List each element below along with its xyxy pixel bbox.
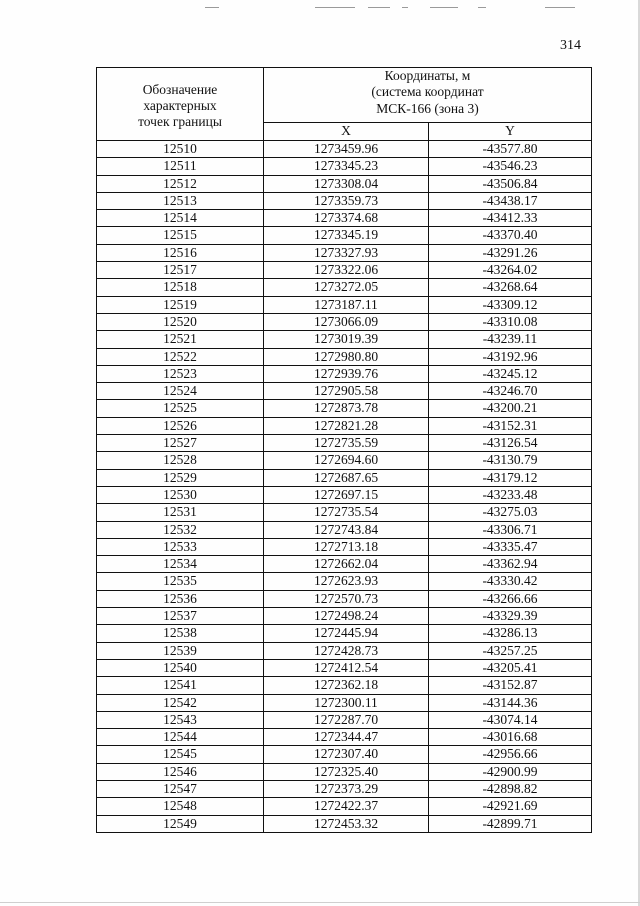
x-coordinate-cell: 1273359.73 bbox=[264, 192, 429, 209]
point-id-cell: 12548 bbox=[97, 798, 264, 815]
table-row bbox=[97, 556, 592, 573]
table-row bbox=[97, 815, 592, 832]
x-coordinate-cell: 1273327.93 bbox=[264, 244, 429, 261]
coords-header-line: МСК-166 (зона 3) bbox=[376, 100, 479, 116]
point-id-cell: 12533 bbox=[97, 538, 264, 555]
x-coordinate-cell: 1272662.04 bbox=[264, 556, 429, 573]
x-coordinate-cell: 1272412.54 bbox=[264, 659, 429, 676]
x-coordinate-cell: 1273345.23 bbox=[264, 158, 429, 175]
point-id-cell: 12521 bbox=[97, 331, 264, 348]
table-row bbox=[97, 469, 592, 486]
x-coordinate-cell: 1273272.05 bbox=[264, 279, 429, 296]
x-coordinate-cell: 1272735.59 bbox=[264, 435, 429, 452]
y-coordinate-cell: -43309.12 bbox=[429, 296, 592, 313]
point-header-line: Обозначение bbox=[142, 81, 218, 97]
table-body bbox=[97, 141, 592, 833]
scan-artifact bbox=[368, 7, 390, 8]
y-coordinate-cell: -42921.69 bbox=[429, 798, 592, 815]
x-coordinate-cell: 1272873.78 bbox=[264, 400, 429, 417]
point-id-cell: 12531 bbox=[97, 504, 264, 521]
x-coordinate-cell: 1272362.18 bbox=[264, 677, 429, 694]
y-coordinate-cell: -43330.42 bbox=[429, 573, 592, 590]
point-id-cell: 12534 bbox=[97, 556, 264, 573]
point-id-cell: 12523 bbox=[97, 365, 264, 382]
x-coordinate-cell: 1272422.37 bbox=[264, 798, 429, 815]
point-id-cell: 12535 bbox=[97, 573, 264, 590]
point-id-cell: 12540 bbox=[97, 659, 264, 676]
scan-artifact bbox=[478, 7, 486, 8]
scan-artifact bbox=[315, 7, 355, 8]
y-coordinate-cell: -43246.70 bbox=[429, 383, 592, 400]
y-coordinate-cell: -43144.36 bbox=[429, 694, 592, 711]
y-coordinate-cell: -43286.13 bbox=[429, 625, 592, 642]
table-row bbox=[97, 625, 592, 642]
y-coordinate-cell: -43179.12 bbox=[429, 469, 592, 486]
table-row bbox=[97, 331, 592, 348]
point-id-cell: 12539 bbox=[97, 642, 264, 659]
y-coordinate-cell: -43310.08 bbox=[429, 313, 592, 330]
table-row bbox=[97, 504, 592, 521]
table-row bbox=[97, 642, 592, 659]
point-header-line: характерных bbox=[143, 97, 217, 113]
x-coordinate-cell: 1273459.96 bbox=[264, 141, 429, 158]
table-row bbox=[97, 348, 592, 365]
table-row bbox=[97, 192, 592, 209]
y-coordinate-cell: -43370.40 bbox=[429, 227, 592, 244]
x-coordinate-cell: 1272287.70 bbox=[264, 711, 429, 728]
point-id-cell: 12511 bbox=[97, 158, 264, 175]
page-number: 314 bbox=[560, 38, 581, 53]
point-id-cell: 12528 bbox=[97, 452, 264, 469]
table-row bbox=[97, 262, 592, 279]
page-edge bbox=[0, 902, 640, 903]
scan-artifact bbox=[402, 7, 408, 8]
scan-artifact bbox=[205, 7, 219, 8]
point-id-cell: 12518 bbox=[97, 279, 264, 296]
point-id-cell: 12530 bbox=[97, 486, 264, 503]
y-coordinate-cell: -42898.82 bbox=[429, 780, 592, 797]
point-id-cell: 12541 bbox=[97, 677, 264, 694]
point-id-cell: 12522 bbox=[97, 348, 264, 365]
x-coordinate-cell: 1272697.15 bbox=[264, 486, 429, 503]
x-coordinate-cell: 1273066.09 bbox=[264, 313, 429, 330]
table-row bbox=[97, 141, 592, 158]
point-id-cell: 12529 bbox=[97, 469, 264, 486]
x-coordinate-cell: 1272905.58 bbox=[264, 383, 429, 400]
y-coordinate-cell: -43268.64 bbox=[429, 279, 592, 296]
y-coordinate-cell: -43233.48 bbox=[429, 486, 592, 503]
point-id-cell: 12512 bbox=[97, 175, 264, 192]
coords-header-line: Координаты, м bbox=[384, 68, 471, 83]
y-coordinate-cell: -43192.96 bbox=[429, 348, 592, 365]
point-id-cell: 12515 bbox=[97, 227, 264, 244]
table-row bbox=[97, 210, 592, 227]
y-column-header: Y bbox=[429, 123, 592, 141]
point-id-cell: 12536 bbox=[97, 590, 264, 607]
point-id-cell: 12517 bbox=[97, 262, 264, 279]
y-coordinate-cell: -43245.12 bbox=[429, 365, 592, 382]
point-id-cell: 12547 bbox=[97, 780, 264, 797]
x-coordinate-cell: 1273322.06 bbox=[264, 262, 429, 279]
table-row bbox=[97, 608, 592, 625]
y-coordinate-cell: -43506.84 bbox=[429, 175, 592, 192]
x-coordinate-cell: 1272307.40 bbox=[264, 746, 429, 763]
table-row bbox=[97, 313, 592, 330]
point-id-cell: 12546 bbox=[97, 763, 264, 780]
table-row bbox=[97, 435, 592, 452]
point-id-cell: 12526 bbox=[97, 417, 264, 434]
point-id-cell: 12537 bbox=[97, 608, 264, 625]
point-id-cell: 12520 bbox=[97, 313, 264, 330]
y-coordinate-cell: -42956.66 bbox=[429, 746, 592, 763]
point-id-cell: 12510 bbox=[97, 141, 264, 158]
point-id-cell: 12543 bbox=[97, 711, 264, 728]
table-row bbox=[97, 798, 592, 815]
table-row bbox=[97, 711, 592, 728]
y-coordinate-cell: -42899.71 bbox=[429, 815, 592, 832]
x-coordinate-cell: 1272821.28 bbox=[264, 417, 429, 434]
table-row bbox=[97, 417, 592, 434]
point-id-cell: 12549 bbox=[97, 815, 264, 832]
coordinates-table bbox=[96, 67, 592, 833]
table-row bbox=[97, 729, 592, 746]
point-column-header bbox=[97, 68, 264, 141]
x-coordinate-cell: 1272344.47 bbox=[264, 729, 429, 746]
table-row bbox=[97, 296, 592, 313]
x-coordinate-cell: 1272713.18 bbox=[264, 538, 429, 555]
y-coordinate-cell: -43152.31 bbox=[429, 417, 592, 434]
x-coordinate-cell: 1273308.04 bbox=[264, 175, 429, 192]
y-coordinate-cell: -43335.47 bbox=[429, 538, 592, 555]
point-id-cell: 12516 bbox=[97, 244, 264, 261]
x-coordinate-cell: 1273187.11 bbox=[264, 296, 429, 313]
x-coordinate-cell: 1272743.84 bbox=[264, 521, 429, 538]
y-coordinate-cell: -43074.14 bbox=[429, 711, 592, 728]
table-row bbox=[97, 659, 592, 676]
table-row bbox=[97, 175, 592, 192]
x-coordinate-cell: 1272453.32 bbox=[264, 815, 429, 832]
table-row bbox=[97, 573, 592, 590]
y-coordinate-cell: -43205.41 bbox=[429, 659, 592, 676]
table-row bbox=[97, 383, 592, 400]
y-coordinate-cell: -43152.87 bbox=[429, 677, 592, 694]
x-coordinate-cell: 1272735.54 bbox=[264, 504, 429, 521]
x-column-header: X bbox=[264, 123, 429, 141]
y-coordinate-cell: -43329.39 bbox=[429, 608, 592, 625]
y-coordinate-cell: -43126.54 bbox=[429, 435, 592, 452]
table-row bbox=[97, 279, 592, 296]
x-coordinate-cell: 1272980.80 bbox=[264, 348, 429, 365]
table-row bbox=[97, 694, 592, 711]
table-row bbox=[97, 365, 592, 382]
coords-header-line: (система координат bbox=[371, 84, 484, 100]
x-coordinate-cell: 1273019.39 bbox=[264, 331, 429, 348]
point-id-cell: 12538 bbox=[97, 625, 264, 642]
point-id-cell: 12519 bbox=[97, 296, 264, 313]
x-coordinate-cell: 1272498.24 bbox=[264, 608, 429, 625]
x-coordinate-cell: 1272570.73 bbox=[264, 590, 429, 607]
point-header-line: точек границы bbox=[138, 114, 222, 130]
point-id-cell: 12527 bbox=[97, 435, 264, 452]
y-coordinate-cell: -43130.79 bbox=[429, 452, 592, 469]
y-coordinate-cell: -43577.80 bbox=[429, 141, 592, 158]
table-row bbox=[97, 486, 592, 503]
y-coordinate-cell: -43412.33 bbox=[429, 210, 592, 227]
scan-artifact bbox=[545, 7, 575, 8]
point-id-cell: 12524 bbox=[97, 383, 264, 400]
table-row bbox=[97, 521, 592, 538]
x-coordinate-cell: 1272687.65 bbox=[264, 469, 429, 486]
y-coordinate-cell: -43239.11 bbox=[429, 331, 592, 348]
scan-artifact bbox=[430, 7, 458, 8]
table-row bbox=[97, 538, 592, 555]
y-coordinate-cell: -43264.02 bbox=[429, 262, 592, 279]
table-row bbox=[97, 452, 592, 469]
y-coordinate-cell: -43016.68 bbox=[429, 729, 592, 746]
table-row bbox=[97, 244, 592, 261]
x-coordinate-cell: 1272445.94 bbox=[264, 625, 429, 642]
point-id-cell: 12532 bbox=[97, 521, 264, 538]
y-coordinate-cell: -43266.66 bbox=[429, 590, 592, 607]
y-coordinate-cell: -43362.94 bbox=[429, 556, 592, 573]
x-coordinate-cell: 1273345.19 bbox=[264, 227, 429, 244]
x-coordinate-cell: 1272300.11 bbox=[264, 694, 429, 711]
x-coordinate-cell: 1272373.29 bbox=[264, 780, 429, 797]
x-coordinate-cell: 1272325.40 bbox=[264, 763, 429, 780]
point-id-cell: 12544 bbox=[97, 729, 264, 746]
point-id-cell: 12542 bbox=[97, 694, 264, 711]
table-row bbox=[97, 746, 592, 763]
x-coordinate-cell: 1272623.93 bbox=[264, 573, 429, 590]
y-coordinate-cell: -43275.03 bbox=[429, 504, 592, 521]
y-coordinate-cell: -43306.71 bbox=[429, 521, 592, 538]
point-id-cell: 12545 bbox=[97, 746, 264, 763]
y-coordinate-cell: -43200.21 bbox=[429, 400, 592, 417]
table-row bbox=[97, 780, 592, 797]
table-row bbox=[97, 227, 592, 244]
table-row bbox=[97, 158, 592, 175]
point-id-cell: 12514 bbox=[97, 210, 264, 227]
table-row bbox=[97, 677, 592, 694]
y-coordinate-cell: -43291.26 bbox=[429, 244, 592, 261]
table-row bbox=[97, 763, 592, 780]
point-id-cell: 12525 bbox=[97, 400, 264, 417]
table-row bbox=[97, 590, 592, 607]
y-coordinate-cell: -43546.23 bbox=[429, 158, 592, 175]
y-coordinate-cell: -43257.25 bbox=[429, 642, 592, 659]
x-coordinate-cell: 1272694.60 bbox=[264, 452, 429, 469]
x-coordinate-cell: 1273374.68 bbox=[264, 210, 429, 227]
y-coordinate-cell: -42900.99 bbox=[429, 763, 592, 780]
x-coordinate-cell: 1272939.76 bbox=[264, 365, 429, 382]
x-coordinate-cell: 1272428.73 bbox=[264, 642, 429, 659]
coordinates-header bbox=[264, 68, 592, 123]
y-coordinate-cell: -43438.17 bbox=[429, 192, 592, 209]
point-id-cell: 12513 bbox=[97, 192, 264, 209]
table-row bbox=[97, 400, 592, 417]
